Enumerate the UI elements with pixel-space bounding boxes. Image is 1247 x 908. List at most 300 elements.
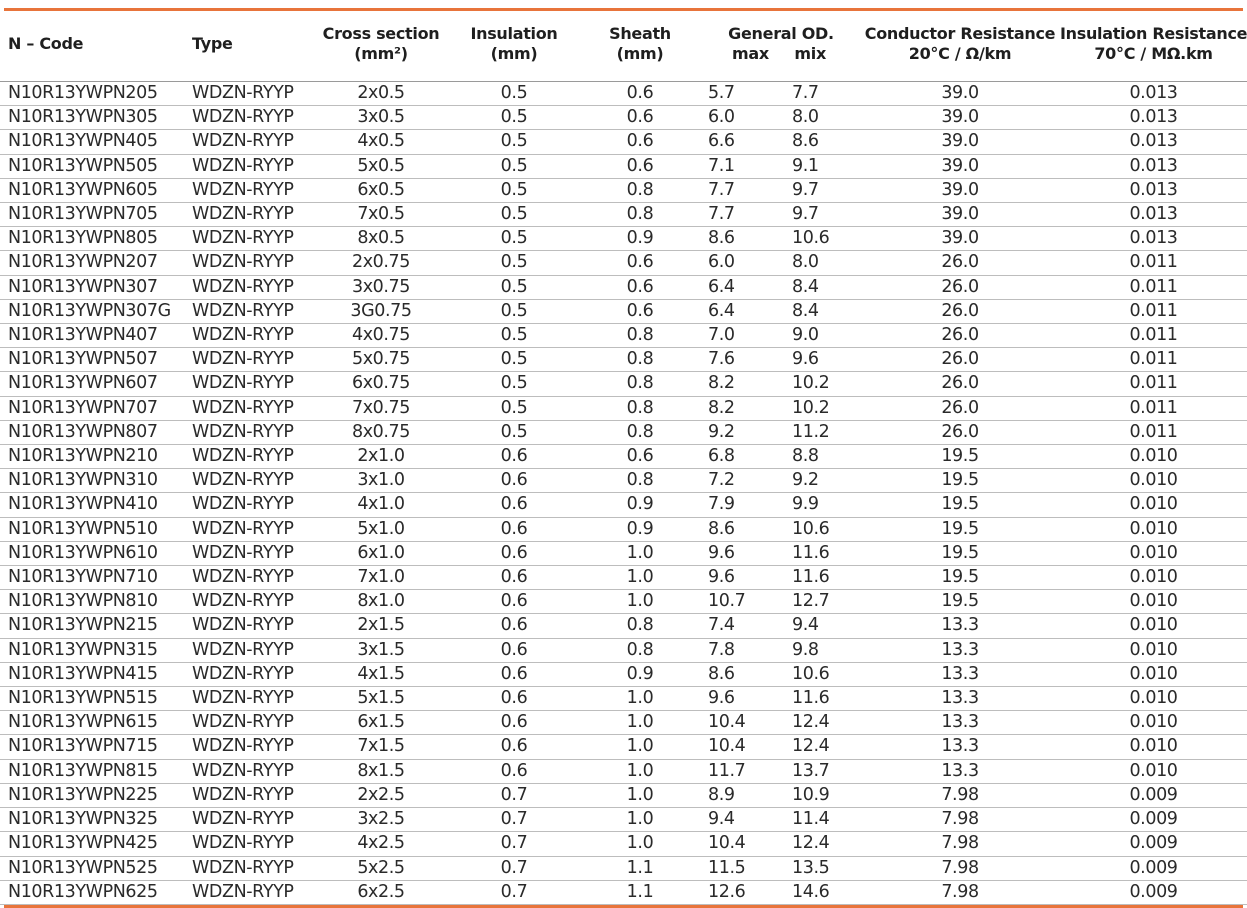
cell-insulation: 0.5 [450,251,578,275]
table-row [0,808,1247,832]
cell-insulation-resistance: 0.010 [1060,662,1247,686]
cell-code: N10R13YWPN715 [0,735,184,759]
cell-cross-section: 8x0.5 [312,227,450,251]
cell-code: N10R13YWPN310 [0,469,184,493]
header-code: N – Code [8,34,84,53]
cell-cross-section: 3x1.5 [312,638,450,662]
cell-type: WDZN-RYYP [184,227,312,251]
cell-insulation-resistance: 0.010 [1060,469,1247,493]
cell-insulation: 0.7 [450,856,578,880]
cell-od-max: 8.6 [702,517,778,541]
cell-type: WDZN-RYYP [184,856,312,880]
cell-insulation-resistance: 0.010 [1060,566,1247,590]
cell-code: N10R13YWPN807 [0,420,184,444]
cell-conductor-resistance: 13.3 [860,662,1060,686]
table-row [0,251,1247,275]
cell-insulation-resistance: 0.010 [1060,590,1247,614]
cell-conductor-resistance: 39.0 [860,106,1060,130]
cell-cross-section: 7x0.5 [312,203,450,227]
header-insulation-resistance: Insulation Resistance 70°C / MΩ.km [1060,24,1247,63]
cell-insulation: 0.6 [450,493,578,517]
cell-cross-section: 7x1.5 [312,735,450,759]
cell-od-max: 11.7 [702,759,778,783]
cell-insulation-resistance: 0.013 [1060,154,1247,178]
table-row [0,227,1247,251]
cell-insulation: 0.5 [450,324,578,348]
cell-conductor-resistance: 39.0 [860,82,1060,106]
cell-od-max: 7.6 [702,348,778,372]
table-row [0,832,1247,856]
cell-conductor-resistance: 7.98 [860,783,1060,807]
table-row [0,759,1247,783]
table-row [0,203,1247,227]
cell-insulation: 0.5 [450,106,578,130]
cell-od-mix: 10.6 [778,517,860,541]
cell-insulation-resistance: 0.009 [1060,832,1247,856]
cell-cross-section: 5x1.5 [312,687,450,711]
cell-sheath: 1.0 [578,541,702,565]
cell-cross-section: 7x1.0 [312,566,450,590]
cell-od-max: 7.7 [702,178,778,202]
cell-insulation-resistance: 0.009 [1060,856,1247,880]
cell-conductor-resistance: 19.5 [860,590,1060,614]
cell-od-max: 10.4 [702,832,778,856]
cell-sheath: 0.8 [578,469,702,493]
cell-type: WDZN-RYYP [184,299,312,323]
cell-insulation-resistance: 0.010 [1060,493,1247,517]
cell-od-mix: 9.8 [778,638,860,662]
cell-cross-section: 8x0.75 [312,420,450,444]
header-sheath: Sheath (mm) [609,24,671,63]
table-row [0,130,1247,154]
cell-insulation-resistance: 0.013 [1060,130,1247,154]
cell-od-mix: 13.5 [778,856,860,880]
cell-od-mix: 11.6 [778,566,860,590]
header-od-max: max [732,44,769,63]
cell-cross-section: 5x2.5 [312,856,450,880]
cell-sheath: 1.0 [578,590,702,614]
cell-code: N10R13YWPN307 [0,275,184,299]
cell-od-max: 8.2 [702,396,778,420]
cell-insulation-resistance: 0.011 [1060,324,1247,348]
cell-insulation-resistance: 0.009 [1060,783,1247,807]
cell-cross-section: 2x0.5 [312,82,450,106]
cell-od-max: 6.0 [702,106,778,130]
cell-code: N10R13YWPN225 [0,783,184,807]
header-insulation: Insulation (mm) [470,24,558,63]
cell-cross-section: 8x1.0 [312,590,450,614]
cell-od-max: 6.4 [702,275,778,299]
table-row [0,541,1247,565]
cell-conductor-resistance: 39.0 [860,227,1060,251]
cell-type: WDZN-RYYP [184,154,312,178]
cell-code: N10R13YWPN615 [0,711,184,735]
cell-od-mix: 8.4 [778,275,860,299]
cell-od-mix: 11.6 [778,541,860,565]
cell-insulation: 0.5 [450,299,578,323]
cell-od-mix: 13.7 [778,759,860,783]
cell-cross-section: 6x0.75 [312,372,450,396]
cell-od-mix: 9.7 [778,178,860,202]
cell-code: N10R13YWPN815 [0,759,184,783]
cell-type: WDZN-RYYP [184,590,312,614]
cell-code: N10R13YWPN410 [0,493,184,517]
cell-insulation-resistance: 0.011 [1060,348,1247,372]
cell-od-mix: 10.6 [778,662,860,686]
cell-conductor-resistance: 39.0 [860,130,1060,154]
cell-type: WDZN-RYYP [184,711,312,735]
table-row [0,783,1247,807]
cell-cross-section: 3x1.0 [312,469,450,493]
cell-conductor-resistance: 26.0 [860,251,1060,275]
cell-cross-section: 6x0.5 [312,178,450,202]
table-row [0,469,1247,493]
cell-insulation-resistance: 0.010 [1060,687,1247,711]
cell-conductor-resistance: 13.3 [860,711,1060,735]
table-row [0,638,1247,662]
cell-conductor-resistance: 26.0 [860,420,1060,444]
cell-od-max: 6.0 [702,251,778,275]
cell-od-max: 7.4 [702,614,778,638]
table-row [0,178,1247,202]
cell-insulation: 0.7 [450,808,578,832]
cell-od-mix: 8.6 [778,130,860,154]
table-row [0,106,1247,130]
cell-code: N10R13YWPN207 [0,251,184,275]
table-row [0,493,1247,517]
cell-od-mix: 9.7 [778,203,860,227]
cell-od-max: 9.2 [702,420,778,444]
cell-insulation: 0.7 [450,832,578,856]
cell-cross-section: 6x1.5 [312,711,450,735]
cell-od-mix: 8.4 [778,299,860,323]
cell-code: N10R13YWPN407 [0,324,184,348]
cell-code: N10R13YWPN307G [0,299,184,323]
table-row [0,396,1247,420]
table-row [0,880,1247,904]
cell-insulation: 0.6 [450,590,578,614]
cell-insulation: 0.5 [450,203,578,227]
table-row [0,420,1247,444]
cell-od-max: 9.6 [702,687,778,711]
cell-insulation: 0.6 [450,735,578,759]
cell-sheath: 1.0 [578,735,702,759]
cell-od-mix: 10.2 [778,372,860,396]
cell-od-max: 6.6 [702,130,778,154]
cell-od-max: 10.4 [702,711,778,735]
cell-type: WDZN-RYYP [184,82,312,106]
cell-insulation-resistance: 0.010 [1060,711,1247,735]
cell-od-mix: 8.0 [778,106,860,130]
cell-conductor-resistance: 26.0 [860,348,1060,372]
header-od-mix: mix [794,44,826,63]
cell-od-max: 8.2 [702,372,778,396]
cell-sheath: 1.0 [578,759,702,783]
cell-code: N10R13YWPN315 [0,638,184,662]
table-row [0,372,1247,396]
cell-code: N10R13YWPN610 [0,541,184,565]
header-type: Type [192,34,233,53]
cell-sheath: 0.6 [578,82,702,106]
cell-insulation-resistance: 0.011 [1060,420,1247,444]
cell-cross-section: 8x1.5 [312,759,450,783]
cell-sheath: 0.6 [578,154,702,178]
cell-code: N10R13YWPN305 [0,106,184,130]
cell-cross-section: 3G0.75 [312,299,450,323]
table-row [0,687,1247,711]
cell-od-max: 7.2 [702,469,778,493]
cell-insulation: 0.5 [450,82,578,106]
cell-od-mix: 9.6 [778,348,860,372]
cell-code: N10R13YWPN710 [0,566,184,590]
cell-insulation-resistance: 0.010 [1060,445,1247,469]
cell-sheath: 1.0 [578,687,702,711]
cell-insulation: 0.7 [450,880,578,904]
cell-type: WDZN-RYYP [184,808,312,832]
table-body [0,82,1247,905]
header-general-od: General OD. max mix [728,24,834,63]
cell-sheath: 0.9 [578,227,702,251]
cell-insulation-resistance: 0.011 [1060,396,1247,420]
cell-od-max: 8.6 [702,227,778,251]
cell-code: N10R13YWPN605 [0,178,184,202]
cell-od-mix: 9.0 [778,324,860,348]
cell-insulation: 0.5 [450,154,578,178]
cell-od-max: 10.7 [702,590,778,614]
cell-type: WDZN-RYYP [184,541,312,565]
cell-conductor-resistance: 13.3 [860,687,1060,711]
cell-code: N10R13YWPN707 [0,396,184,420]
cell-insulation-resistance: 0.013 [1060,178,1247,202]
cell-cross-section: 2x1.0 [312,445,450,469]
cell-code: N10R13YWPN705 [0,203,184,227]
cell-sheath: 1.0 [578,783,702,807]
cell-conductor-resistance: 19.5 [860,541,1060,565]
cell-insulation: 0.6 [450,638,578,662]
cell-type: WDZN-RYYP [184,106,312,130]
cell-type: WDZN-RYYP [184,735,312,759]
cell-type: WDZN-RYYP [184,445,312,469]
cell-type: WDZN-RYYP [184,687,312,711]
cell-conductor-resistance: 26.0 [860,299,1060,323]
table-row [0,566,1247,590]
cell-sheath: 0.6 [578,275,702,299]
cell-conductor-resistance: 7.98 [860,832,1060,856]
cell-sheath: 0.8 [578,638,702,662]
cell-insulation: 0.6 [450,566,578,590]
cell-type: WDZN-RYYP [184,348,312,372]
cell-insulation-resistance: 0.009 [1060,808,1247,832]
cell-sheath: 0.8 [578,203,702,227]
cell-cross-section: 5x0.75 [312,348,450,372]
cell-sheath: 1.0 [578,711,702,735]
cell-code: N10R13YWPN510 [0,517,184,541]
cell-od-mix: 9.9 [778,493,860,517]
cell-type: WDZN-RYYP [184,566,312,590]
cell-conductor-resistance: 13.3 [860,638,1060,662]
cell-od-max: 7.8 [702,638,778,662]
cell-od-max: 9.4 [702,808,778,832]
cell-conductor-resistance: 19.5 [860,517,1060,541]
cell-insulation-resistance: 0.013 [1060,82,1247,106]
cell-code: N10R13YWPN525 [0,856,184,880]
cell-insulation: 0.6 [450,445,578,469]
cell-od-mix: 11.4 [778,808,860,832]
table-row [0,614,1247,638]
cell-conductor-resistance: 39.0 [860,203,1060,227]
cell-od-max: 7.7 [702,203,778,227]
cell-code: N10R13YWPN505 [0,154,184,178]
cell-cross-section: 4x0.5 [312,130,450,154]
cell-od-mix: 10.6 [778,227,860,251]
cell-sheath: 0.9 [578,493,702,517]
cell-type: WDZN-RYYP [184,493,312,517]
cell-od-mix: 14.6 [778,880,860,904]
cell-insulation-resistance: 0.010 [1060,614,1247,638]
cell-cross-section: 5x1.0 [312,517,450,541]
cell-od-mix: 12.4 [778,735,860,759]
cell-od-mix: 12.4 [778,832,860,856]
cell-sheath: 1.1 [578,880,702,904]
cell-insulation: 0.5 [450,396,578,420]
cell-conductor-resistance: 7.98 [860,808,1060,832]
cell-conductor-resistance: 13.3 [860,614,1060,638]
cell-code: N10R13YWPN507 [0,348,184,372]
cell-sheath: 0.9 [578,662,702,686]
cell-od-mix: 7.7 [778,82,860,106]
cell-conductor-resistance: 13.3 [860,759,1060,783]
cell-od-max: 8.9 [702,783,778,807]
cell-sheath: 0.8 [578,372,702,396]
cell-cross-section: 3x0.75 [312,275,450,299]
table-row [0,590,1247,614]
cell-sheath: 0.8 [578,420,702,444]
cell-code: N10R13YWPN215 [0,614,184,638]
table-row [0,445,1247,469]
cell-od-mix: 10.2 [778,396,860,420]
cell-conductor-resistance: 39.0 [860,154,1060,178]
cell-insulation: 0.6 [450,687,578,711]
cell-insulation: 0.6 [450,711,578,735]
header-cross-section: Cross section (mm²) [322,24,440,63]
cell-conductor-resistance: 7.98 [860,880,1060,904]
cell-conductor-resistance: 26.0 [860,324,1060,348]
cell-insulation-resistance: 0.010 [1060,541,1247,565]
cell-cross-section: 2x1.5 [312,614,450,638]
cell-od-max: 5.7 [702,82,778,106]
cell-type: WDZN-RYYP [184,396,312,420]
cell-type: WDZN-RYYP [184,130,312,154]
cell-insulation-resistance: 0.013 [1060,203,1247,227]
cell-od-mix: 9.4 [778,614,860,638]
cell-cross-section: 6x2.5 [312,880,450,904]
cell-type: WDZN-RYYP [184,759,312,783]
cell-insulation-resistance: 0.013 [1060,227,1247,251]
cell-insulation: 0.6 [450,662,578,686]
table-row [0,154,1247,178]
cell-sheath: 1.1 [578,856,702,880]
header-conductor-resistance: Conductor Resistance 20°C / Ω/km [864,24,1056,63]
cell-conductor-resistance: 7.98 [860,856,1060,880]
cell-conductor-resistance: 19.5 [860,566,1060,590]
cell-sheath: 1.0 [578,832,702,856]
cell-code: N10R13YWPN205 [0,82,184,106]
spec-sheet [0,8,1247,908]
cell-od-max: 7.1 [702,154,778,178]
cell-conductor-resistance: 19.5 [860,445,1060,469]
cell-sheath: 0.6 [578,299,702,323]
cell-insulation-resistance: 0.009 [1060,880,1247,904]
table-row [0,735,1247,759]
table-row [0,299,1247,323]
cell-conductor-resistance: 13.3 [860,735,1060,759]
cell-insulation-resistance: 0.011 [1060,275,1247,299]
cell-insulation: 0.6 [450,759,578,783]
cell-insulation: 0.6 [450,469,578,493]
cell-insulation-resistance: 0.010 [1060,759,1247,783]
cell-od-max: 7.0 [702,324,778,348]
table-row [0,82,1247,106]
cell-type: WDZN-RYYP [184,662,312,686]
cell-sheath: 0.8 [578,614,702,638]
cell-cross-section: 4x1.0 [312,493,450,517]
cell-od-max: 10.4 [702,735,778,759]
cell-code: N10R13YWPN810 [0,590,184,614]
cell-type: WDZN-RYYP [184,275,312,299]
cell-sheath: 0.8 [578,324,702,348]
cell-cross-section: 7x0.75 [312,396,450,420]
cell-sheath: 0.9 [578,517,702,541]
cell-od-mix: 9.2 [778,469,860,493]
cell-sheath: 0.8 [578,348,702,372]
cell-od-mix: 8.0 [778,251,860,275]
cell-cross-section: 4x2.5 [312,832,450,856]
cell-insulation-resistance: 0.011 [1060,372,1247,396]
cell-od-mix: 9.1 [778,154,860,178]
cell-code: N10R13YWPN405 [0,130,184,154]
cell-cross-section: 2x0.75 [312,251,450,275]
cell-type: WDZN-RYYP [184,203,312,227]
cell-code: N10R13YWPN607 [0,372,184,396]
cell-type: WDZN-RYYP [184,251,312,275]
cell-sheath: 0.6 [578,106,702,130]
header-divider [0,73,1247,82]
cell-code: N10R13YWPN325 [0,808,184,832]
cell-od-max: 12.6 [702,880,778,904]
cell-sheath: 1.0 [578,808,702,832]
cell-code: N10R13YWPN415 [0,662,184,686]
cell-od-max: 9.6 [702,541,778,565]
table-header [0,11,1247,82]
cell-sheath: 0.6 [578,130,702,154]
cell-insulation: 0.5 [450,348,578,372]
cell-code: N10R13YWPN625 [0,880,184,904]
cell-od-mix: 11.2 [778,420,860,444]
cell-insulation: 0.7 [450,783,578,807]
cell-code: N10R13YWPN805 [0,227,184,251]
cell-od-mix: 11.6 [778,687,860,711]
cell-insulation: 0.5 [450,420,578,444]
cell-insulation-resistance: 0.011 [1060,251,1247,275]
cell-cross-section: 4x1.5 [312,662,450,686]
cell-type: WDZN-RYYP [184,324,312,348]
cell-od-max: 6.8 [702,445,778,469]
cell-type: WDZN-RYYP [184,638,312,662]
cell-od-mix: 12.4 [778,711,860,735]
cell-cross-section: 5x0.5 [312,154,450,178]
cell-type: WDZN-RYYP [184,614,312,638]
cell-od-max: 8.6 [702,662,778,686]
